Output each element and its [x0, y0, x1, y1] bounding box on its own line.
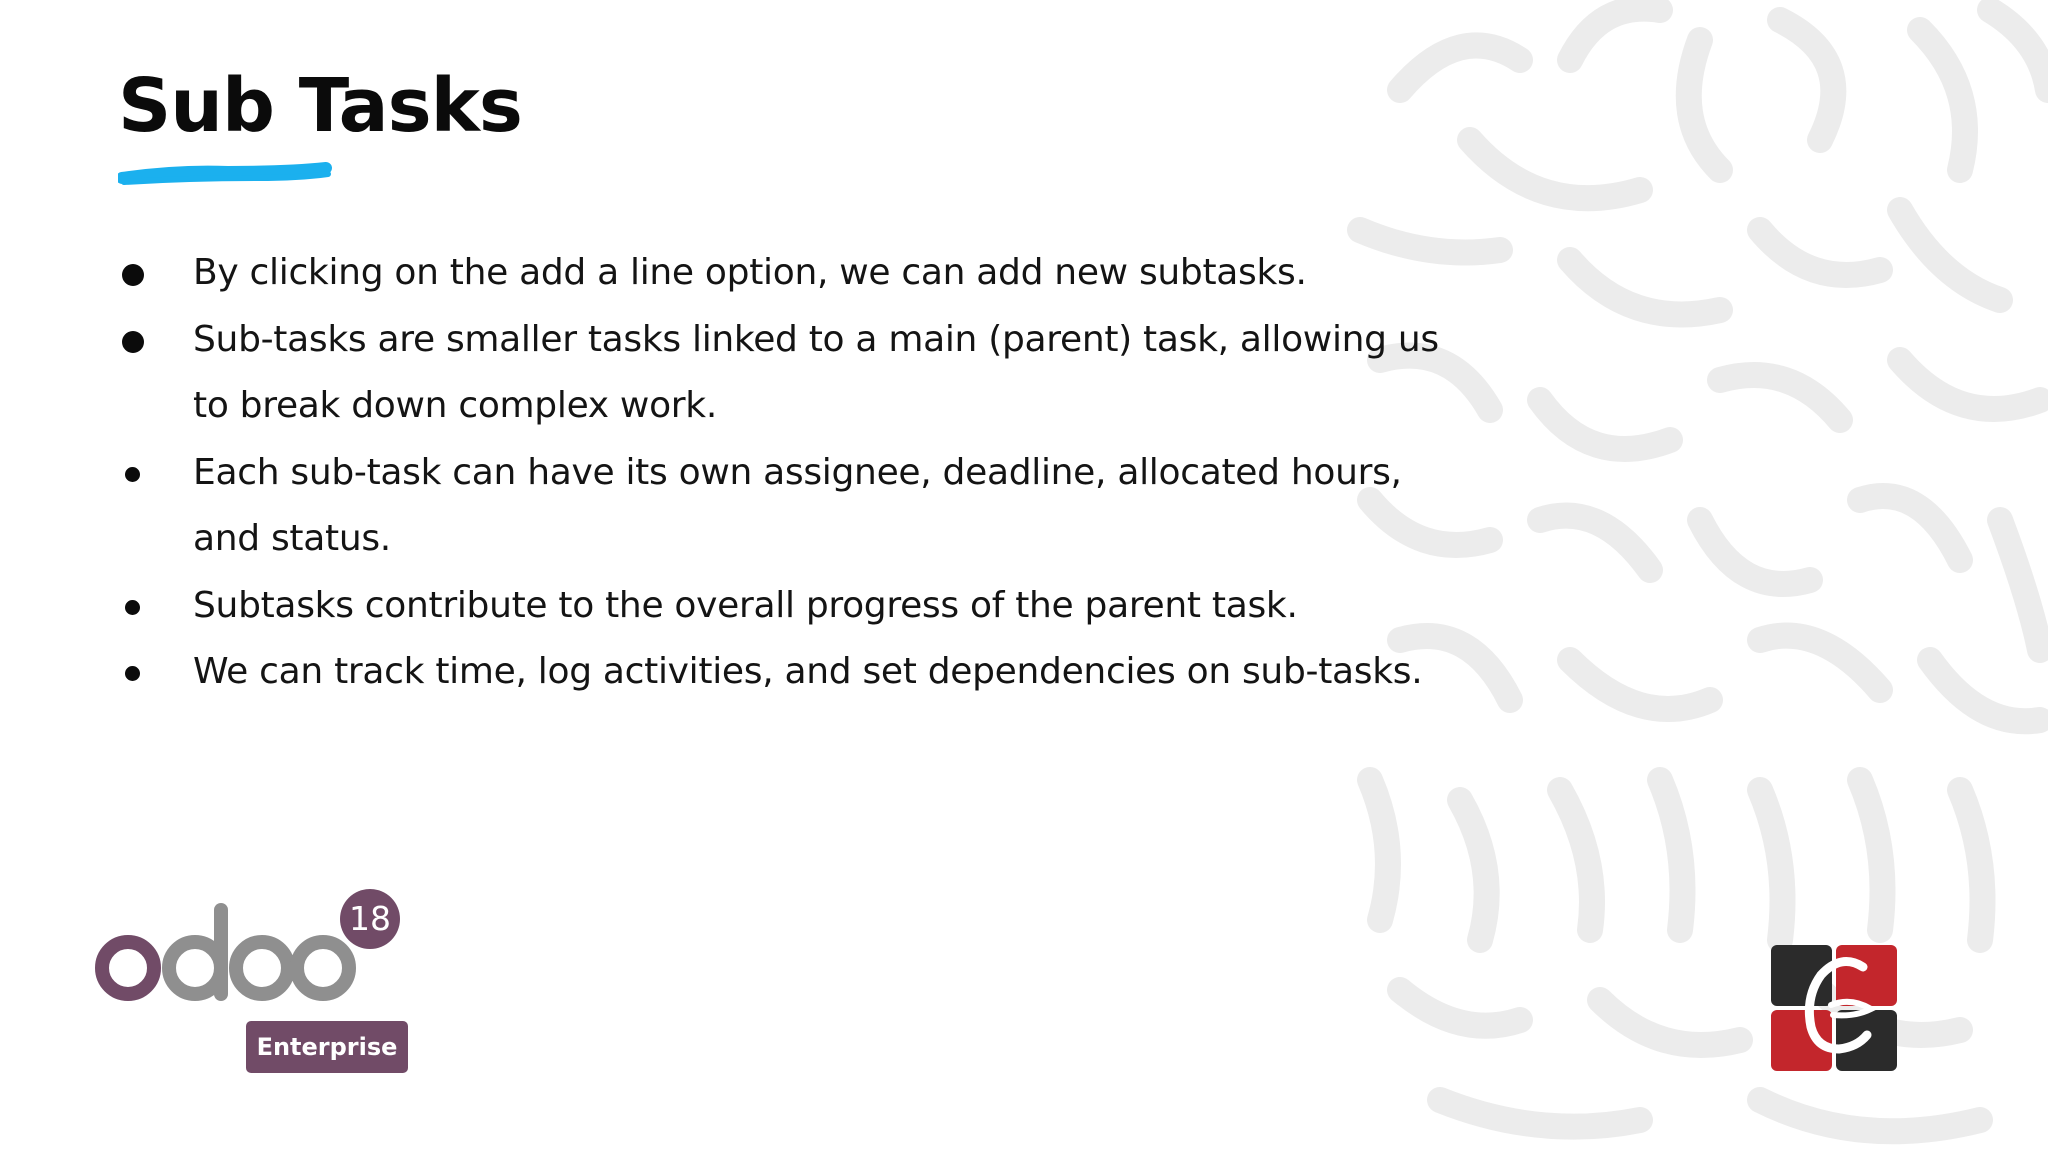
- bullet-dot-icon: [122, 264, 144, 286]
- bullet-item: [118, 440, 1448, 573]
- version-badge: 18: [340, 889, 400, 949]
- bullet-item: [118, 639, 1448, 706]
- bullet-text: Subtasks contribute to the overall progress of the parent task.: [193, 584, 1298, 626]
- bullet-text: Each sub-task can have its own assignee, deadline, allocated hours, and status.: [193, 451, 1402, 559]
- bullet-text: By clicking on the add a line option, we can add new subtasks.: [193, 252, 1307, 293]
- bullet-dot-icon: [125, 467, 140, 482]
- enterprise-badge: Enterprise: [246, 1021, 408, 1073]
- company-logo-icon: [1771, 945, 1897, 1071]
- bullet-list: [118, 240, 1448, 706]
- title-underline-brush: [118, 152, 338, 188]
- bullet-dot-icon: [122, 331, 144, 353]
- bullet-item: [118, 307, 1448, 440]
- bullet-text: We can track time, log activities, and set dependencies on sub-tasks.: [193, 651, 1423, 692]
- bullet-text: Sub-tasks are smaller tasks linked to a main (parent) task, allowing us to break down complex work.: [193, 318, 1439, 426]
- slide-title: Sub Tasks: [118, 63, 522, 149]
- bullet-dot-icon: [125, 600, 140, 615]
- bullet-dot-icon: [125, 666, 140, 681]
- bullet-item: [118, 240, 1448, 307]
- bullet-item: [118, 573, 1448, 640]
